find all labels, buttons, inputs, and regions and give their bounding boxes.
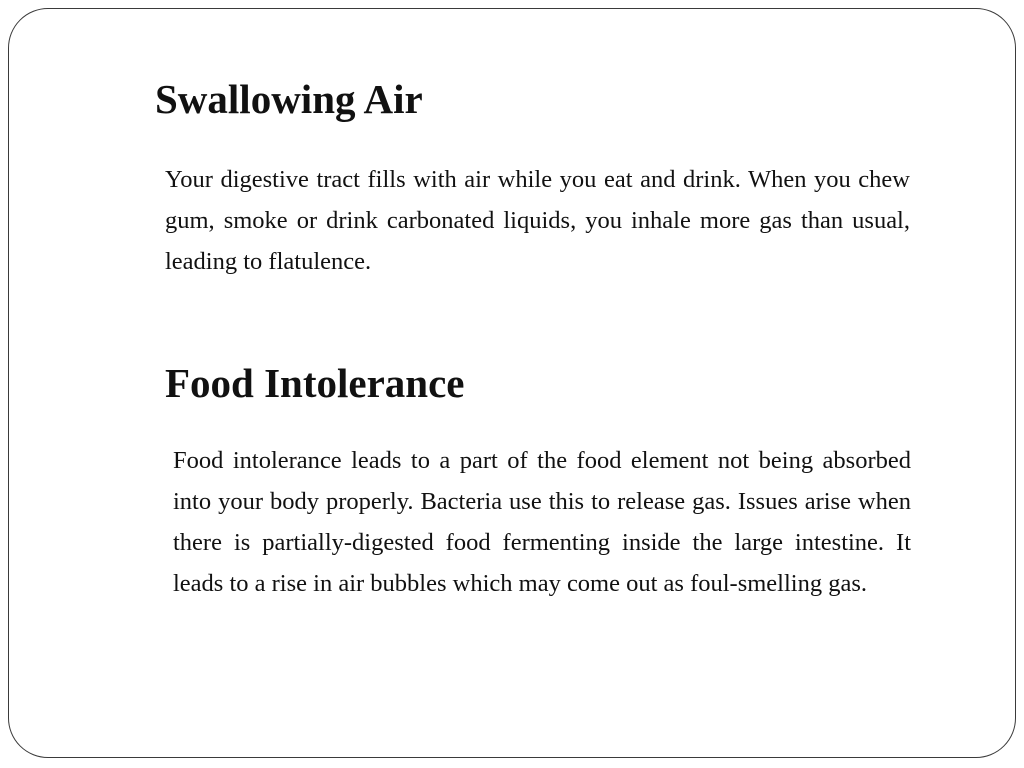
section-body-swallowing-air: Your digestive tract fills with air while you eat and drink. When you chew gum, smoke or drink carbonated liquids, you inhale more gas than usual, leading to flatulence. [165,166,910,275]
section-body-food-intolerance: Food intolerance leads to a part of the food element not being absorbed into your body properly. Bacteria use this to release gas. Issues arise when there is partially-digested food fermenting inside the large intestine. It leads to a rise in air bubbles which may come out as foul-smelling gas. [173,447,911,597]
section-heading-swallowing-air: Swallowing Air [155,76,423,122]
section-heading-food-intolerance: Food Intolerance [165,360,465,406]
